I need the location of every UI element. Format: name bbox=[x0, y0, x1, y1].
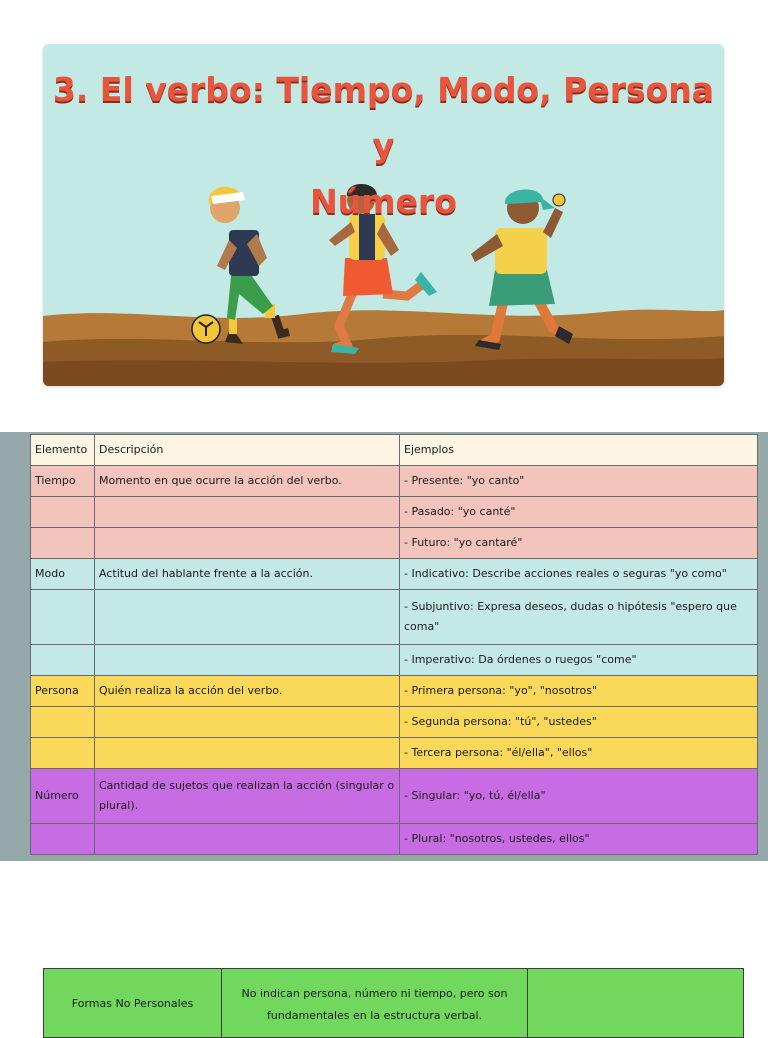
element-cell: Modo bbox=[31, 559, 95, 590]
element-cell bbox=[31, 590, 95, 645]
element-cell bbox=[31, 497, 95, 528]
table-row bbox=[31, 559, 758, 590]
non-personal-forms-table bbox=[43, 968, 744, 1038]
title-line-1: 3. El verbo: Tiempo, Modo, Persona y bbox=[52, 70, 715, 165]
table-row bbox=[31, 738, 758, 769]
table-header-row bbox=[31, 435, 758, 466]
example-cell: - Futuro: "yo cantaré" bbox=[400, 528, 758, 559]
example-cell: - Tercera persona: "él/ella", "ellos" bbox=[400, 738, 758, 769]
example-cell: - Segunda persona: "tú", "ustedes" bbox=[400, 707, 758, 738]
title-banner bbox=[43, 44, 724, 386]
example-cell: - Singular: "yo, tú, él/ella" bbox=[400, 769, 758, 824]
description-cell bbox=[95, 738, 400, 769]
element-cell: Persona bbox=[31, 676, 95, 707]
table-row bbox=[31, 707, 758, 738]
table-row bbox=[31, 466, 758, 497]
forms-label-cell: Formas No Personales bbox=[44, 969, 222, 1038]
element-cell bbox=[31, 645, 95, 676]
example-cell: - Indicativo: Describe acciones reales o seguras "yo como" bbox=[400, 559, 758, 590]
example-cell: - Imperativo: Da órdenes o ruegos "come" bbox=[400, 645, 758, 676]
table-row bbox=[31, 497, 758, 528]
element-cell: Número bbox=[31, 769, 95, 824]
description-cell: Quién realiza la acción del verbo. bbox=[95, 676, 400, 707]
table-row bbox=[31, 676, 758, 707]
forms-empty-cell bbox=[528, 969, 744, 1038]
title-line-2: Número bbox=[310, 182, 457, 221]
description-cell: Momento en que ocurre la acción del verbo. bbox=[95, 466, 400, 497]
description-cell: Cantidad de sujetos que realizan la acción (singular o plural). bbox=[95, 769, 400, 824]
forms-description-cell: No indican persona, número ni tiempo, pero son fundamentales en la estructura verbal. bbox=[222, 969, 528, 1038]
table-row bbox=[31, 769, 758, 824]
header-cell-ejemplos: Ejemplos bbox=[400, 435, 758, 466]
element-cell bbox=[31, 738, 95, 769]
description-cell bbox=[95, 590, 400, 645]
verb-table bbox=[30, 434, 758, 855]
example-cell: - Plural: "nosotros, ustedes, ellos" bbox=[400, 824, 758, 855]
header-cell-descripcion: Descripción bbox=[95, 435, 400, 466]
example-cell: - Pasado: "yo canté" bbox=[400, 497, 758, 528]
example-cell: - Primera persona: "yo", "nosotros" bbox=[400, 676, 758, 707]
description-cell bbox=[95, 528, 400, 559]
element-cell: Tiempo bbox=[31, 466, 95, 497]
description-cell bbox=[95, 497, 400, 528]
page-title bbox=[43, 62, 724, 230]
example-cell: - Presente: "yo canto" bbox=[400, 466, 758, 497]
table-row bbox=[31, 590, 758, 645]
description-cell bbox=[95, 824, 400, 855]
description-cell bbox=[95, 707, 400, 738]
description-cell bbox=[95, 645, 400, 676]
header-cell-elemento: Elemento bbox=[31, 435, 95, 466]
description-cell: Actitud del hablante frente a la acción. bbox=[95, 559, 400, 590]
table-row bbox=[44, 969, 744, 1038]
example-cell: - Subjuntivo: Expresa deseos, dudas o hipótesis "espero que coma" bbox=[400, 590, 758, 645]
table-row bbox=[31, 645, 758, 676]
table-row bbox=[31, 528, 758, 559]
table-row bbox=[31, 824, 758, 855]
element-cell bbox=[31, 528, 95, 559]
element-cell bbox=[31, 707, 95, 738]
element-cell bbox=[31, 824, 95, 855]
